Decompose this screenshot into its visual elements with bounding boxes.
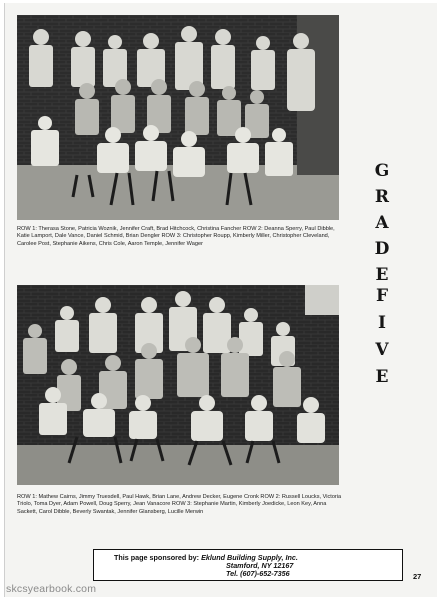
class-photo-1 (17, 15, 339, 220)
class-photo-2-image (17, 285, 339, 485)
sponsor-phone: Tel. (607)-652-7356 (226, 569, 290, 578)
sponsor-box (93, 549, 403, 581)
page-number: 27 (413, 572, 422, 581)
class-photo-1-image (17, 15, 339, 220)
yearbook-page (4, 3, 437, 597)
side-title-five (367, 283, 397, 391)
side-title-letter: A (375, 213, 389, 233)
side-title-letter: G (374, 161, 390, 181)
side-title-letter: E (375, 367, 389, 387)
class-photo-2 (17, 285, 339, 485)
side-title-grade (367, 158, 397, 288)
sponsor-name: Eklund Building Supply, Inc. (201, 553, 298, 562)
side-title-letter: I (378, 313, 386, 333)
side-title-letter: F (375, 286, 389, 306)
sponsor-label: This page sponsored by: (114, 553, 200, 562)
side-title-letter: D (374, 239, 390, 259)
side-title-letter: R (374, 187, 390, 207)
photo-1-caption: ROW 1: Therasa Stone, Patricia Woznik, Jennifer Craft, Brad Hitchcock, Christina Fancher ROW 2: Deanna Sperry, Paul Dibble, Katie Lamport, Dale Vance, Daniel Schmid, Brian Dengler ROW 3: Christopher Roupp, Kimberly Miller, Christopher Cleveland, Carolee Post, Stephanie Aikens, Chris Cole, Aaron Temple, Jennifer Wager (17, 226, 335, 247)
sponsor-address: Stamford, NY 12167 (226, 561, 294, 570)
side-title-letter: V (375, 340, 389, 360)
site-watermark: skcsyearbook.com (6, 583, 97, 595)
side-title-letter: E (375, 265, 389, 285)
photo-2-caption: ROW 1: Mathew Cairns, Jimmy Truesdell, Paul Hawk, Brian Lane, Andrew Decker, Eugene Cronk ROW 2: Russell Loucks, Victoria Triolo, Toma Dyer, Adam Powell, Doug Sperry, Jean Vanacore ROW 3: Stephanie Martin, Kimberly Joedicke, Leon Key, Anna Sackett, Carol Dibble, Beverly Swantak, Jennifer Glansberg, Lucille Merwin (17, 494, 342, 515)
